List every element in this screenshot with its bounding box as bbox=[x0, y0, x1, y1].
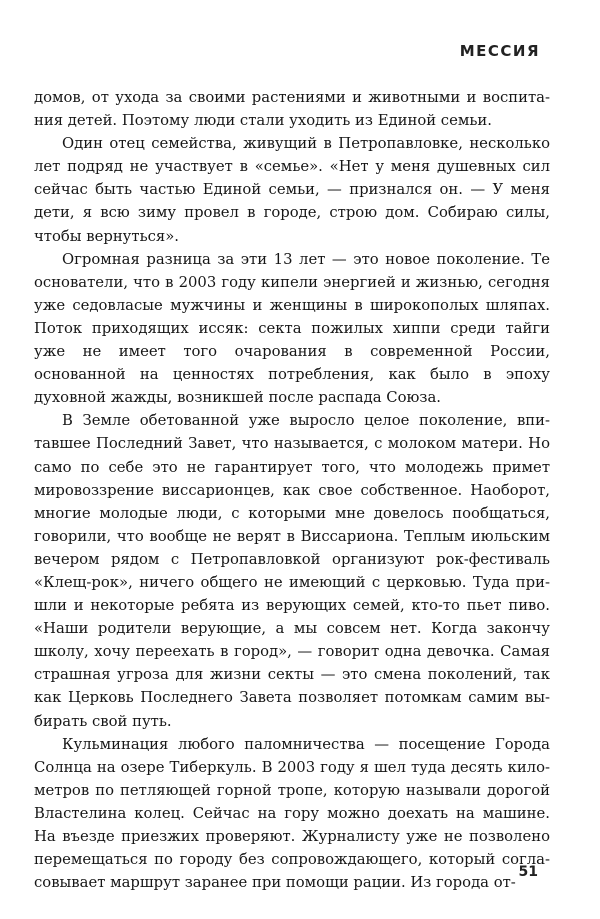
paragraph: В Земле обетованной уже выросло целое поколение, впитавшее Последний Завет, что называется, с молоком матери. Но само по себе это не гарантирует того, что молодежь примет мировоззрение виссарионцев, как свое собственное. Наоборот, многие молодые люди, с которыми мне довелось пообщаться, говорили, что вообще не верят в Виссариона. Теплым июльским вечером рядом с Петропавловкой организуют рок-фестиваль «Клещ-рок», ничего общего не имеющий с церковью. Туда пришли и некоторые ребята из верующих семей, кто-то пьет пиво. «Наши родители верующие, а мы совсем нет. Когда закончу школу, хочу переехать в город», — говорит одна девочка. Самая страшная угроза для жизни секты — это смена поколений, так как Церковь Последнего Завета позволяет потомкам самим выбирать свой путь. bbox=[34, 412, 550, 730]
paragraph-continued: домов, от ухода за своими растениями и животными и воспитания детей. Поэтому люди стали уходить из Единой семьи. bbox=[34, 89, 550, 130]
paragraph: Огромная разница за эти 13 лет — это новое поколение. Те основатели, что в 2003 году кипели энергией и жизнью, сегодня уже седовласые мужчины и женщины в широкополых шляпах. Поток приходящих иссяк: секта пожилых хиппи среди тайги уже не имеет того очарования в современной России, основанной на ценностях потребления, как было в эпоху духовной жажды, возникшей после распада Союза. bbox=[34, 250, 550, 407]
paragraph: Кульминация любого паломничества — посещение Города Солнца на озере Тиберкуль. В 2003 году я шел туда десять километров по петляющей горной тропе, которую называли дорогой Властелина колец. Сейчас на гору можно доехать на машине. На въезде приезжих проверяют. Журналисту уже не позволено перемещаться по городу без сопровождающего, который согласовывает маршрут заранее при помощи рации. Из города от- bbox=[34, 735, 550, 892]
page-number: 51 bbox=[518, 864, 538, 880]
running-title: МЕССИЯ bbox=[459, 42, 540, 60]
paragraph: Один отец семейства, живущий в Петропавловке, несколько лет подряд не участвует в «семье». «Нет у меня душевных сил сейчас быть частью Единой семьи, — признался он. — У меня дети, я всю зиму провел в городе, строю дом. Собираю силы, чтобы вернуться». bbox=[34, 135, 550, 245]
body-text bbox=[34, 86, 550, 894]
